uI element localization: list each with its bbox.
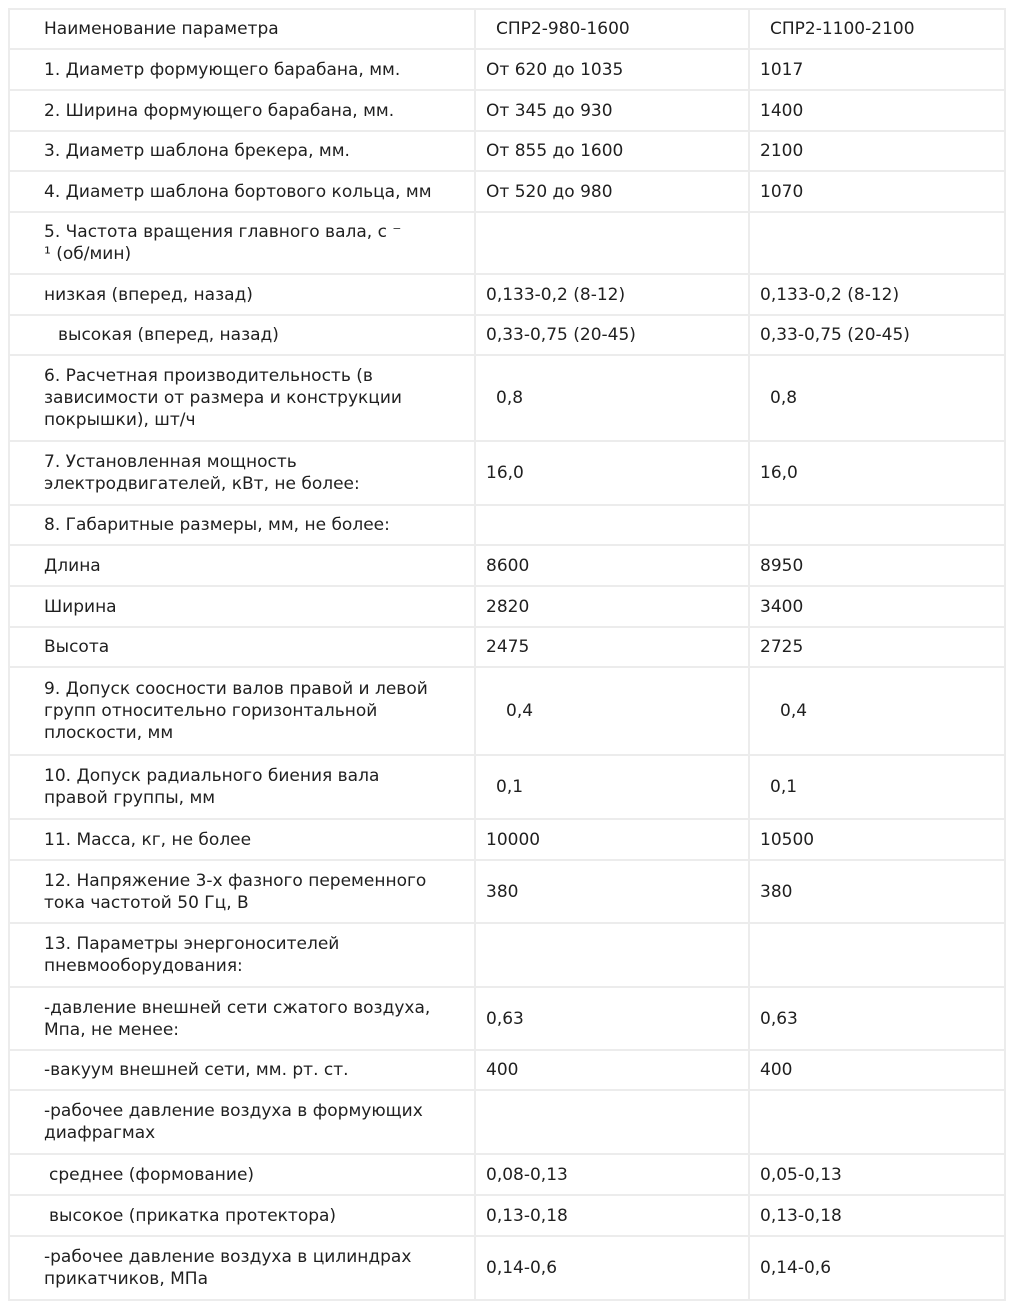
row-value-2: 16,0 bbox=[749, 441, 1005, 505]
row-value-2: 2725 bbox=[749, 627, 1005, 667]
table-row bbox=[9, 90, 1005, 131]
label-line: электродвигателей, кВт, не более: bbox=[44, 474, 360, 494]
table-row bbox=[9, 131, 1005, 171]
label-line: 5. Частота вращения главного вала, с ⁻ bbox=[44, 222, 402, 242]
row-label: Высота bbox=[9, 627, 475, 667]
label-line: 6. Расчетная производительность (в bbox=[44, 366, 373, 386]
row-value-1: 2820 bbox=[475, 586, 749, 627]
table-row bbox=[9, 505, 1005, 545]
label-line: зависимости от размера и конструкции bbox=[44, 388, 402, 408]
row-label: 11. Масса, кг, не более bbox=[9, 819, 475, 860]
label-line: 13. Параметры энергоносителей bbox=[44, 934, 340, 954]
row-value-2: 400 bbox=[749, 1050, 1005, 1090]
row-value-1: 0,08-0,13 bbox=[475, 1154, 749, 1195]
row-value-2: 1017 bbox=[749, 49, 1005, 90]
row-label: высокое (прикатка протектора) bbox=[9, 1195, 475, 1236]
row-value-1: 0,8 bbox=[475, 355, 749, 441]
row-label: высокая (вперед, назад) bbox=[9, 315, 475, 355]
row-value-1: 0,14-0,6 bbox=[475, 1236, 749, 1300]
row-value-1 bbox=[475, 923, 749, 987]
table-row bbox=[9, 441, 1005, 505]
row-value-1: 2475 bbox=[475, 627, 749, 667]
row-label: 4. Диаметр шаблона бортового кольца, мм bbox=[9, 171, 475, 212]
table-row bbox=[9, 545, 1005, 586]
row-value-2: 0,63 bbox=[749, 987, 1005, 1050]
table-row bbox=[9, 627, 1005, 667]
table-row bbox=[9, 355, 1005, 441]
label-line: 12. Напряжение 3-х фазного переменного bbox=[44, 870, 427, 891]
row-value-1: 0,4 bbox=[475, 667, 749, 755]
row-value-1 bbox=[475, 212, 749, 274]
row-label bbox=[9, 1236, 475, 1300]
table-row bbox=[9, 860, 1005, 923]
row-value-2: 2100 bbox=[749, 131, 1005, 171]
label-line: плоскости, мм bbox=[44, 723, 174, 743]
label-line: ¹ (об/мин) bbox=[44, 244, 132, 264]
row-value-1 bbox=[475, 1090, 749, 1154]
table-row bbox=[9, 315, 1005, 355]
row-value-1: 0,1 bbox=[475, 755, 749, 819]
row-label bbox=[9, 755, 475, 819]
row-label: 8. Габаритные размеры, мм, не более: bbox=[9, 505, 475, 545]
label-line: -рабочее давление воздуха в формующих bbox=[44, 1101, 423, 1121]
label-line: Мпа, не менее: bbox=[44, 1019, 180, 1040]
label-line: покрышки), шт/ч bbox=[44, 410, 196, 430]
label-line: групп относительно горизонтальной bbox=[44, 701, 378, 721]
row-value-1: 0,63 bbox=[475, 987, 749, 1050]
label-line: -рабочее давление воздуха в цилиндрах bbox=[44, 1247, 412, 1267]
row-value-2 bbox=[749, 923, 1005, 987]
table-row bbox=[9, 667, 1005, 755]
row-label bbox=[9, 212, 475, 274]
label-line: пневмооборудования: bbox=[44, 956, 243, 976]
table-header-row bbox=[9, 9, 1005, 49]
row-value-1: От 620 до 1035 bbox=[475, 49, 749, 90]
row-value-1: 380 bbox=[475, 860, 749, 923]
label-line: 10. Допуск радиального биения вала bbox=[44, 766, 380, 786]
table-row bbox=[9, 49, 1005, 90]
row-value-1: 0,33-0,75 (20-45) bbox=[475, 315, 749, 355]
spec-table bbox=[8, 8, 1006, 1301]
table-row bbox=[9, 1195, 1005, 1236]
row-label bbox=[9, 355, 475, 441]
row-value-1 bbox=[475, 505, 749, 545]
row-value-2: 380 bbox=[749, 860, 1005, 923]
table-row bbox=[9, 1090, 1005, 1154]
row-value-1: 0,133-0,2 (8-12) bbox=[475, 274, 749, 315]
row-value-2: 0,05-0,13 bbox=[749, 1154, 1005, 1195]
row-value-2: 0,33-0,75 (20-45) bbox=[749, 315, 1005, 355]
row-value-2: 0,14-0,6 bbox=[749, 1236, 1005, 1300]
row-value-2: 0,4 bbox=[749, 667, 1005, 755]
row-label: -вакуум внешней сети, мм. рт. ст. bbox=[9, 1050, 475, 1090]
row-value-2 bbox=[749, 1090, 1005, 1154]
table-row bbox=[9, 755, 1005, 819]
row-value-2: 0,1 bbox=[749, 755, 1005, 819]
table-row bbox=[9, 923, 1005, 987]
row-label bbox=[9, 923, 475, 987]
row-value-1: От 520 до 980 bbox=[475, 171, 749, 212]
row-value-2: 1400 bbox=[749, 90, 1005, 131]
row-value-2: 10500 bbox=[749, 819, 1005, 860]
row-label bbox=[9, 1090, 475, 1154]
row-value-2: 3400 bbox=[749, 586, 1005, 627]
row-label: 3. Диаметр шаблона брекера, мм. bbox=[9, 131, 475, 171]
row-value-1: От 855 до 1600 bbox=[475, 131, 749, 171]
row-value-1: 10000 bbox=[475, 819, 749, 860]
row-label bbox=[9, 667, 475, 755]
row-value-2: 0,8 bbox=[749, 355, 1005, 441]
label-line: правой группы, мм bbox=[44, 788, 216, 808]
row-value-1: 0,13-0,18 bbox=[475, 1195, 749, 1236]
row-label: Длина bbox=[9, 545, 475, 586]
table-row bbox=[9, 1154, 1005, 1195]
row-value-2 bbox=[749, 505, 1005, 545]
row-label bbox=[9, 987, 475, 1050]
table-row bbox=[9, 274, 1005, 315]
row-label: низкая (вперед, назад) bbox=[9, 274, 475, 315]
table-row bbox=[9, 586, 1005, 627]
row-value-2: 0,133-0,2 (8-12) bbox=[749, 274, 1005, 315]
row-value-2: 8950 bbox=[749, 545, 1005, 586]
label-line: диафрагмах bbox=[44, 1123, 156, 1143]
header-param: Наименование параметра bbox=[9, 9, 475, 49]
label-line: тока частотой 50 Гц, В bbox=[44, 892, 249, 913]
row-value-1: 16,0 bbox=[475, 441, 749, 505]
row-value-1: От 345 до 930 bbox=[475, 90, 749, 131]
label-line: 7. Установленная мощность bbox=[44, 452, 297, 472]
header-model-2: СПР2-1100-2100 bbox=[749, 9, 1005, 49]
label-line: 9. Допуск соосности валов правой и левой bbox=[44, 679, 428, 699]
row-label bbox=[9, 860, 475, 923]
row-label bbox=[9, 441, 475, 505]
row-value-2: 0,13-0,18 bbox=[749, 1195, 1005, 1236]
row-value-2 bbox=[749, 212, 1005, 274]
row-value-2: 1070 bbox=[749, 171, 1005, 212]
table-row bbox=[9, 212, 1005, 274]
header-model-1: СПР2-980-1600 bbox=[475, 9, 749, 49]
table-row bbox=[9, 987, 1005, 1050]
table-row bbox=[9, 1236, 1005, 1300]
row-label: 2. Ширина формующего барабана, мм. bbox=[9, 90, 475, 131]
label-line: -давление внешней сети сжатого воздуха, bbox=[44, 997, 431, 1018]
row-value-1: 8600 bbox=[475, 545, 749, 586]
row-value-1: 400 bbox=[475, 1050, 749, 1090]
row-label: 1. Диаметр формующего барабана, мм. bbox=[9, 49, 475, 90]
row-label: среднее (формование) bbox=[9, 1154, 475, 1195]
row-label: Ширина bbox=[9, 586, 475, 627]
table-row bbox=[9, 1050, 1005, 1090]
table-row bbox=[9, 171, 1005, 212]
table-row bbox=[9, 819, 1005, 860]
label-line: прикатчиков, МПа bbox=[44, 1269, 208, 1289]
